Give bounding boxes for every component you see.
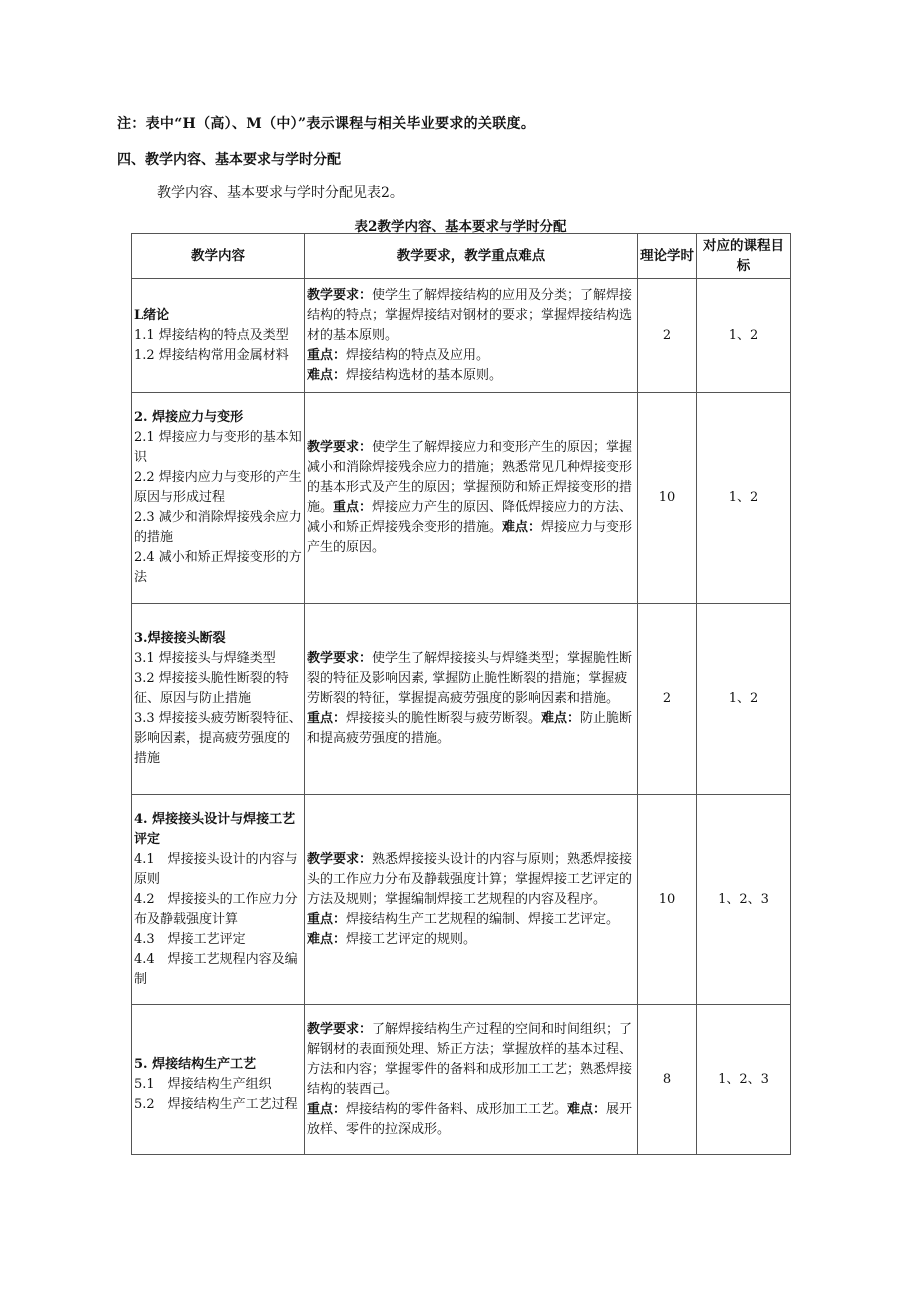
req-label: 教学要求： (307, 440, 373, 455)
requirements-cell (305, 795, 638, 1005)
key-text: 焊接结构生产工艺规程的编制、焊接工艺评定。 (346, 911, 620, 927)
hours-cell: 10 (638, 393, 697, 604)
requirements-cell (305, 279, 638, 393)
topic-subitem: 1.2 焊接结构常用金属材料 (134, 347, 289, 363)
topic-subitem: 2.4 减小和矫正焊接变形的方法 (134, 550, 302, 585)
topic-subitem: 4.1 焊接接头设计的内容与原则 (134, 851, 298, 887)
topic-subitem: 5.2 焊接结构生产工艺过程 (134, 1096, 298, 1112)
diff-text: 焊接应力与变形产生的原因。 (307, 520, 633, 555)
topic-title: 2. 焊接应力与变形 (134, 410, 244, 425)
req-text: 使学生了解焊接接头与焊缝类型；掌握脆性断裂的特征及影响因素, 掌握防止脆性断裂的措施；掌握疲劳断裂的特征，掌握提高疲劳强度的影响因素和措施。 (307, 651, 633, 706)
hours-cell: 8 (638, 1005, 697, 1155)
diff-label: 难点： (502, 520, 542, 535)
topic-subitem: 5.1 焊接结构生产组织 (134, 1076, 272, 1092)
table-row (132, 393, 791, 604)
teaching-content-table (131, 233, 791, 1155)
goals-cell: 1、2、3 (697, 795, 791, 1005)
topic-cell (132, 1005, 305, 1155)
header-requirements: 教学要求，教学重点难点 (305, 234, 638, 279)
key-label: 重点： (307, 347, 347, 363)
req-text: 了解焊接结构生产过程的空间和时间组织；了解钢材的表面预处理、矫正方法；掌握放样的基本过程、方法和内容；掌握零件的备料和成形加工工艺；熟悉焊接结构的装酉己。 (307, 1021, 633, 1097)
table-row (132, 279, 791, 393)
req-label: 教学要求： (307, 287, 373, 303)
req-text: 使学生了解焊接应力和变形产生的原因；掌握减小和消除焊接残余应力的措施；熟悉常见几种焊接变形的基本形式及产生的原因；掌握预防和矫正焊接变形的措施。 (307, 440, 633, 515)
key-text: 焊接接头的脆性断裂与疲劳断裂。 (346, 711, 542, 726)
topic-title: 3.焊接接头断裂 (134, 631, 226, 646)
header-content: 教学内容 (132, 234, 305, 279)
topic-subitem: 1.1 焊接结构的特点及类型 (134, 327, 289, 343)
goals-cell: 1、2 (697, 279, 791, 393)
topic-subitem: 4.2 焊接接头的工作应力分布及静载强度计算 (134, 891, 298, 927)
topic-subitem: 4.4 焊接工艺规程内容及编制 (134, 951, 298, 987)
diff-text: 防止脆断和提高疲劳强度的措施。 (307, 711, 633, 746)
goals-cell: 1、2 (697, 393, 791, 604)
key-text: 焊接结构的零件备料、成形加工工艺。 (346, 1101, 568, 1117)
req-text: 使学生了解焊接结构的应用及分类；了解焊接结构的特点；掌握焊接结对钢材的要求；掌握焊接结构选材的基本原则。 (307, 287, 633, 343)
topic-subitem: 4.3 焊接工艺评定 (134, 931, 246, 947)
table-caption: 表2教学内容、基本要求与学时分配 (354, 219, 567, 235)
intro-paragraph: 教学内容、基本要求与学时分配见表2。 (157, 185, 404, 201)
diff-label: 难点： (567, 1101, 607, 1117)
requirements-cell (305, 393, 638, 604)
topic-subitem: 2.3 减少和消除焊接残余应力的措施 (134, 510, 302, 545)
table-note: 注：表中“H（高）、M（中）”表示课程与相关毕业要求的关联度。 (117, 116, 536, 132)
requirements-cell (305, 604, 638, 795)
requirements-cell (305, 1005, 638, 1155)
diff-label: 难点： (307, 931, 347, 947)
key-label: 重点： (307, 711, 347, 726)
goals-cell: 1、2 (697, 604, 791, 795)
header-goals: 对应的课程目标 (697, 234, 791, 279)
req-label: 教学要求： (307, 651, 373, 666)
topic-cell (132, 393, 305, 604)
diff-text: 焊接工艺评定的规则。 (346, 931, 477, 947)
topic-title: 5. 焊接结构生产工艺 (134, 1056, 257, 1072)
key-text: 焊接应力产生的原因、降低焊接应力的方法、减小和矫正焊接残余变形的措施。 (307, 500, 633, 535)
table-header-row (132, 234, 791, 279)
topic-cell (132, 279, 305, 393)
req-text: 熟悉焊接接头设计的内容与原则；熟悉焊接接头的工作应力分布及静载强度计算；掌握焊接工艺评定的方法及规则；掌握编制焊接工艺规程的内容及程序。 (307, 851, 633, 907)
hours-cell: 10 (638, 795, 697, 1005)
req-label: 教学要求： (307, 1021, 373, 1037)
topic-subitem: 3.1 焊接接头与焊缝类型 (134, 651, 276, 666)
table-row (132, 795, 791, 1005)
table-row (132, 1005, 791, 1155)
topic-cell (132, 795, 305, 1005)
topic-title: L绪论 (134, 307, 170, 323)
section-heading: 四、教学内容、基本要求与学时分配 (117, 152, 341, 168)
diff-text: 展开放样、零件的拉深成形。 (307, 1101, 633, 1137)
topic-subitem: 2.1 焊接应力与变形的基本知识 (134, 430, 302, 465)
hours-cell: 2 (638, 604, 697, 795)
topic-cell (132, 604, 305, 795)
diff-label: 难点： (541, 711, 581, 726)
header-hours: 理论学时 (638, 234, 697, 279)
diff-label: 难点： (307, 367, 347, 383)
topic-title: 4. 焊接接头设计与焊接工艺评定 (134, 811, 296, 847)
key-text: 焊接结构的特点及应用。 (346, 347, 490, 363)
diff-text: 焊接结构选材的基本原则。 (346, 367, 503, 383)
hours-cell: 2 (638, 279, 697, 393)
topic-subitem: 3.3 焊接接头疲劳断裂特征、影响因素，提高疲劳强度的措施 (134, 711, 302, 766)
key-label: 重点： (333, 500, 373, 515)
topic-subitem: 3.2 焊接接头脆性断裂的特征、原因与防止措施 (134, 671, 289, 706)
goals-cell: 1、2、3 (697, 1005, 791, 1155)
key-label: 重点： (307, 911, 347, 927)
topic-subitem: 2.2 焊接内应力与变形的产生原因与形成过程 (134, 470, 302, 505)
key-label: 重点： (307, 1101, 347, 1117)
req-label: 教学要求： (307, 851, 373, 867)
table-row (132, 604, 791, 795)
